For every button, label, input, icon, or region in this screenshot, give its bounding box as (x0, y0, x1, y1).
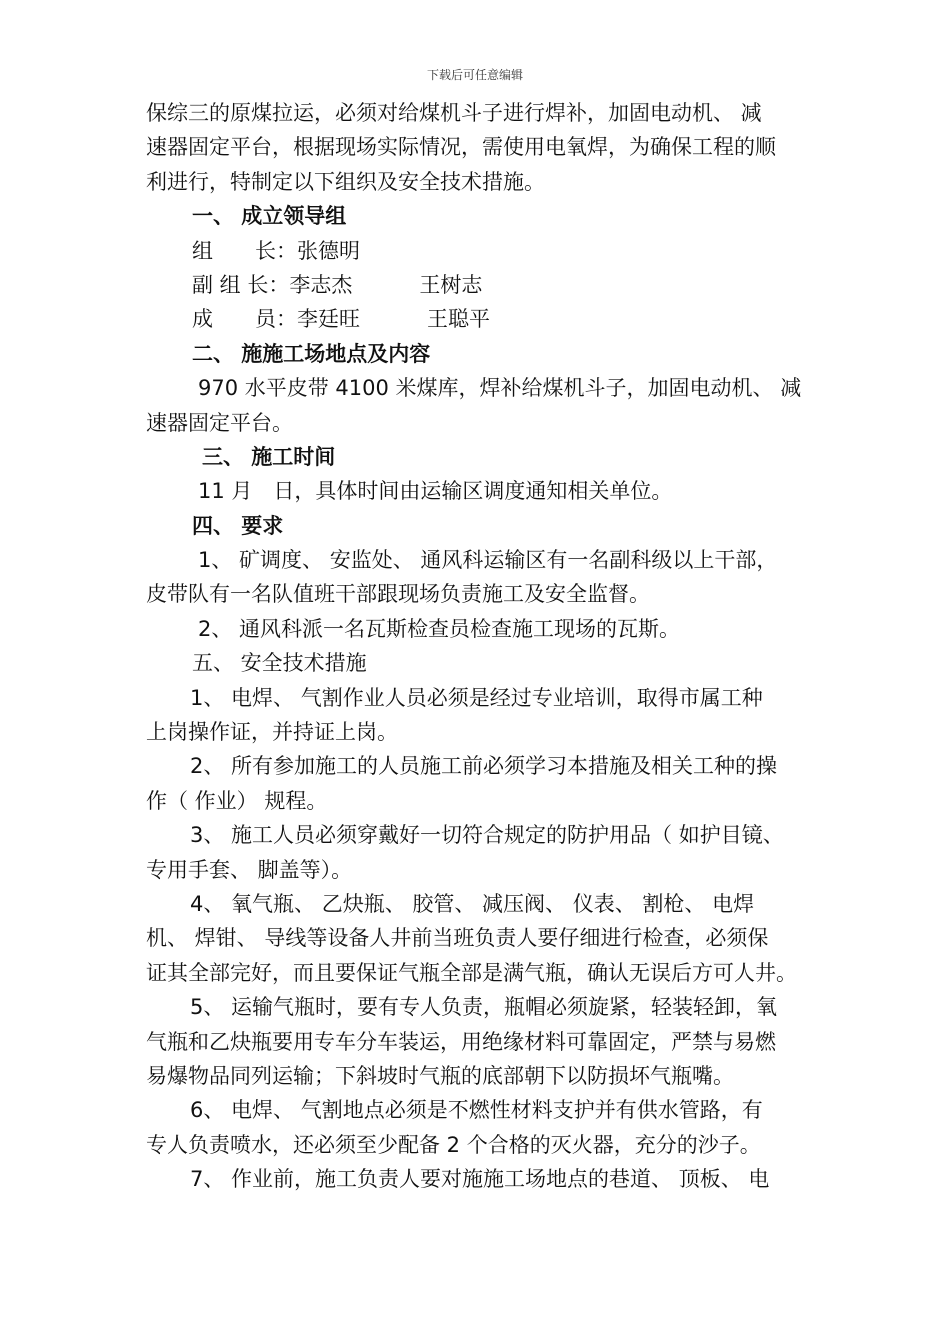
measure-1-line-1: 1、 电焊、 气割作业人员必须是经过专业培训，取得市属工种 (190, 685, 763, 710)
intro-line-3: 利进行，特制定以下组织及安全技术措施。 (146, 169, 545, 194)
leader-row-members (146, 302, 846, 336)
measure-5-line-1: 5、 运输气瓶时，要有专人负责，瓶帽必须旋紧，轻装轻卸，氧 (190, 995, 778, 1020)
measure-3-line-1: 3、 施工人员必须穿戴好一切符合规定的防护用品（ 如护目镜、 (190, 823, 784, 848)
leader-row-deputy (146, 268, 846, 302)
measure-3-line-2: 专用手套、 脚盖等）。 (146, 857, 353, 882)
section-4-item-2: 2、 通风科派一名瓦斯检查员检查施工现场的瓦斯。 (198, 616, 681, 641)
leader-role: 副 组 长： (192, 272, 290, 297)
intro-line-2: 速器固定平台，根据现场实际情况，需使用电氧焊，为确保工程的顺 (146, 135, 776, 160)
leader-row-head (146, 234, 846, 268)
section-2-line-2: 速器固定平台。 (146, 410, 293, 435)
measure-1-line-2: 上岗操作证，并持证上岗。 (146, 720, 398, 745)
section-3-heading: 三、 施工时间 (202, 444, 336, 469)
measure-2-line-1: 2、 所有参加施工的人员施工前必须学习本措施及相关工种的操 (190, 754, 778, 779)
leader-role: 组 长： (192, 238, 297, 263)
measure-6-line-2: 专人负责喷水，还必须至少配备 2 个合格的灭火器，充分的沙子。 (146, 1132, 761, 1157)
section-1-heading: 一、 成立领导组 (192, 204, 347, 229)
section-4-heading: 四、 要求 (192, 513, 284, 538)
leader-name: 李廷旺 (297, 307, 360, 332)
section-2-line-1: 970 水平皮带 4100 米煤库，焊补给煤机斗子，加固电动机、 减 (198, 376, 802, 401)
measure-7-line-1: 7、 作业前，施工负责人要对施施工场地点的巷道、 顶板、 电 (190, 1167, 770, 1192)
leader-name: 王树志 (419, 272, 483, 297)
measure-6-line-1: 6、 电焊、 气割地点必须是不燃性材料支护并有供水管路，有 (190, 1098, 763, 1123)
measure-5-line-3: 易爆物品同列运输；下斜坡时气瓶的底部朝下以防损坏气瓶嘴。 (146, 1063, 734, 1088)
leader-name: 王聪平 (427, 307, 490, 332)
intro-line-1: 保综三的原煤拉运，必须对给煤机斗子进行焊补，加固电动机、 减 (146, 101, 762, 125)
section-2-heading: 二、 施施工场地点及内容 (192, 341, 431, 366)
measure-5-line-2: 气瓶和乙炔瓶要用专车分车装运，用绝缘材料可靠固定，严禁与易燃 (146, 1029, 776, 1054)
measure-4-line-2: 机、 焊钳、 导线等设备人井前当班负责人要仔细进行检查，必须保 (146, 926, 769, 951)
page-header: 下载后可任意编辑 (426, 68, 523, 82)
section-5-heading: 五、 安全技术措施 (192, 651, 367, 676)
section-3-body: 11 月 日，具体时间由运输区调度通知相关单位。 (198, 479, 673, 504)
leader-role: 成 员： (192, 307, 297, 332)
measure-2-line-2: 作（ 作业） 规程。 (146, 788, 328, 813)
leader-name: 李志杰 (289, 272, 353, 297)
leader-name: 张德明 (297, 238, 360, 263)
document-body (146, 96, 846, 1197)
measure-4-line-3: 证其全部完好，而且要保证气瓶全部是满气瓶，确认无误后方可人井。 (146, 960, 797, 985)
section-4-item-1-cont: 皮带队有一名队值班干部跟现场负责施工及安全监督。 (146, 582, 650, 607)
measure-4-line-1: 4、 氧气瓶、 乙炔瓶、 胶管、 减压阀、 仪表、 割枪、 电焊 (190, 891, 755, 916)
section-4-item-1: 1、 矿调度、 安监处、 通风科运输区有一名副科级以上干部， (198, 548, 778, 573)
